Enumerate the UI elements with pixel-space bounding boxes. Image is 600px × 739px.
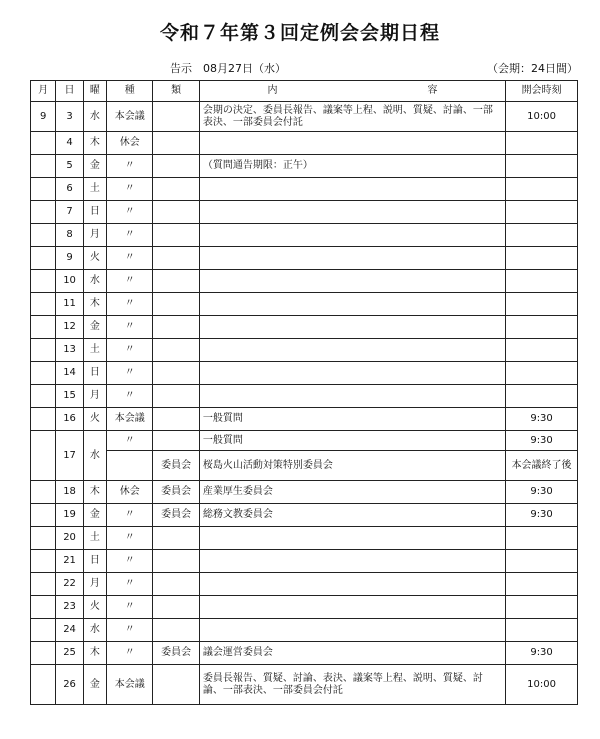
table-row bbox=[31, 132, 578, 155]
month-cell bbox=[31, 270, 56, 293]
table-header-row bbox=[31, 81, 578, 102]
type-cell: 〃 bbox=[107, 155, 153, 178]
day-cell: 17 bbox=[56, 431, 83, 481]
month-cell bbox=[31, 431, 56, 481]
time-cell: 9:30 bbox=[506, 408, 578, 431]
type-cell: 〃 bbox=[107, 431, 153, 451]
weekday-cell: 日 bbox=[83, 201, 106, 224]
type-cell: 〃 bbox=[107, 201, 153, 224]
month-cell bbox=[31, 504, 56, 527]
weekday-cell: 木 bbox=[83, 293, 106, 316]
day-cell: 23 bbox=[56, 596, 83, 619]
header-content bbox=[199, 81, 505, 102]
type-cell: 本会議 bbox=[107, 102, 153, 132]
kind-cell bbox=[153, 132, 199, 155]
content-cell: 産業厚生委員会 bbox=[199, 481, 505, 504]
kind-cell bbox=[153, 596, 199, 619]
table-row bbox=[31, 385, 578, 408]
header-time: 開会時刻 bbox=[506, 81, 578, 102]
type-cell: 本会議 bbox=[107, 665, 153, 705]
page-title: 令和７年第３回定例会会期日程 bbox=[159, 22, 440, 44]
type-cell: 〃 bbox=[107, 385, 153, 408]
kind-cell bbox=[153, 339, 199, 362]
time-cell bbox=[506, 293, 578, 316]
content-cell bbox=[199, 293, 505, 316]
day-cell: 18 bbox=[56, 481, 83, 504]
kind-cell bbox=[153, 573, 199, 596]
kind-cell: 委員会 bbox=[153, 481, 199, 504]
time-cell bbox=[506, 178, 578, 201]
kind-cell bbox=[153, 362, 199, 385]
table-row bbox=[31, 316, 578, 339]
weekday-cell: 水 bbox=[83, 619, 106, 642]
table-row bbox=[31, 573, 578, 596]
type-cell: 〃 bbox=[107, 527, 153, 550]
day-cell: 15 bbox=[56, 385, 83, 408]
kind-cell bbox=[153, 619, 199, 642]
table-row bbox=[31, 481, 578, 504]
month-cell bbox=[31, 339, 56, 362]
day-cell: 12 bbox=[56, 316, 83, 339]
kind-cell bbox=[153, 665, 199, 705]
type-cell: 〃 bbox=[107, 316, 153, 339]
month-cell bbox=[31, 132, 56, 155]
day-cell: 25 bbox=[56, 642, 83, 665]
kind-cell bbox=[153, 293, 199, 316]
day-cell: 4 bbox=[56, 132, 83, 155]
time-cell: 10:00 bbox=[506, 102, 578, 132]
weekday-cell: 土 bbox=[83, 178, 106, 201]
kind-cell bbox=[153, 155, 199, 178]
day-cell: 3 bbox=[56, 102, 83, 132]
header-content-b: 容 bbox=[427, 85, 438, 96]
day-cell: 26 bbox=[56, 665, 83, 705]
content-cell bbox=[199, 316, 505, 339]
month-cell bbox=[31, 293, 56, 316]
header-month: 月 bbox=[31, 81, 56, 102]
type-cell: 〃 bbox=[107, 362, 153, 385]
table-row bbox=[31, 293, 578, 316]
header-day: 日 bbox=[56, 81, 83, 102]
kind-cell: 委員会 bbox=[153, 451, 199, 481]
time-cell bbox=[506, 316, 578, 339]
time-cell bbox=[506, 270, 578, 293]
kind-cell: 委員会 bbox=[153, 642, 199, 665]
weekday-cell: 金 bbox=[83, 504, 106, 527]
content-cell bbox=[199, 224, 505, 247]
table-row bbox=[31, 527, 578, 550]
content-cell bbox=[199, 339, 505, 362]
schedule-body bbox=[31, 102, 578, 705]
day-cell: 10 bbox=[56, 270, 83, 293]
weekday-cell: 土 bbox=[83, 527, 106, 550]
month-cell bbox=[31, 316, 56, 339]
day-cell: 13 bbox=[56, 339, 83, 362]
kind-cell bbox=[153, 270, 199, 293]
session-length: （会期：24日間） bbox=[487, 62, 578, 75]
time-cell: 本会議終了後 bbox=[506, 451, 578, 481]
content-cell bbox=[199, 573, 505, 596]
type-cell: 〃 bbox=[107, 339, 153, 362]
month-cell bbox=[31, 201, 56, 224]
month-cell bbox=[31, 385, 56, 408]
weekday-cell: 火 bbox=[83, 596, 106, 619]
content-cell: （質問通告期限：正午） bbox=[199, 155, 505, 178]
weekday-cell: 日 bbox=[83, 362, 106, 385]
kind-cell bbox=[153, 224, 199, 247]
time-cell bbox=[506, 596, 578, 619]
table-row bbox=[31, 247, 578, 270]
kind-cell bbox=[153, 385, 199, 408]
time-cell bbox=[506, 155, 578, 178]
weekday-cell: 水 bbox=[83, 431, 106, 481]
table-row bbox=[31, 619, 578, 642]
kind-cell: 委員会 bbox=[153, 504, 199, 527]
content-cell bbox=[199, 132, 505, 155]
weekday-cell: 水 bbox=[83, 102, 106, 132]
month-cell bbox=[31, 573, 56, 596]
weekday-cell: 火 bbox=[83, 408, 106, 431]
table-row bbox=[31, 408, 578, 431]
type-cell: 〃 bbox=[107, 504, 153, 527]
time-cell bbox=[506, 132, 578, 155]
header-weekday: 曜 bbox=[83, 81, 106, 102]
content-cell bbox=[199, 385, 505, 408]
table-row bbox=[31, 155, 578, 178]
type-cell: 〃 bbox=[107, 642, 153, 665]
day-cell: 16 bbox=[56, 408, 83, 431]
time-cell bbox=[506, 573, 578, 596]
table-row bbox=[31, 451, 578, 481]
kind-cell bbox=[153, 178, 199, 201]
month-cell bbox=[31, 665, 56, 705]
table-row bbox=[31, 550, 578, 573]
month-cell bbox=[31, 527, 56, 550]
table-row bbox=[31, 178, 578, 201]
month-cell bbox=[31, 362, 56, 385]
type-cell: 休会 bbox=[107, 132, 153, 155]
time-cell bbox=[506, 339, 578, 362]
content-cell: 議会運営委員会 bbox=[199, 642, 505, 665]
day-cell: 24 bbox=[56, 619, 83, 642]
kind-cell bbox=[153, 550, 199, 573]
month-cell bbox=[31, 642, 56, 665]
month-cell bbox=[31, 481, 56, 504]
kind-cell bbox=[153, 201, 199, 224]
time-cell bbox=[506, 224, 578, 247]
day-cell: 14 bbox=[56, 362, 83, 385]
type-cell: 〃 bbox=[107, 619, 153, 642]
type-cell: 〃 bbox=[107, 550, 153, 573]
content-cell bbox=[199, 201, 505, 224]
day-cell: 11 bbox=[56, 293, 83, 316]
type-cell: 〃 bbox=[107, 178, 153, 201]
type-cell: 〃 bbox=[107, 293, 153, 316]
time-cell bbox=[506, 201, 578, 224]
type-cell: 〃 bbox=[107, 270, 153, 293]
header-kind: 類 bbox=[153, 81, 199, 102]
table-row bbox=[31, 642, 578, 665]
day-cell: 20 bbox=[56, 527, 83, 550]
weekday-cell: 金 bbox=[83, 665, 106, 705]
month-cell bbox=[31, 247, 56, 270]
table-row bbox=[31, 339, 578, 362]
content-cell bbox=[199, 596, 505, 619]
day-cell: 7 bbox=[56, 201, 83, 224]
table-row bbox=[31, 504, 578, 527]
type-cell bbox=[107, 451, 153, 481]
type-cell: 〃 bbox=[107, 224, 153, 247]
month-cell bbox=[31, 178, 56, 201]
weekday-cell: 金 bbox=[83, 155, 106, 178]
notice-date: 告示 08月27日（水） bbox=[170, 62, 286, 75]
content-cell: 一般質問 bbox=[199, 408, 505, 431]
time-cell: 10:00 bbox=[506, 665, 578, 705]
time-cell bbox=[506, 362, 578, 385]
content-cell bbox=[199, 247, 505, 270]
content-cell bbox=[199, 178, 505, 201]
month-cell: 9 bbox=[31, 102, 56, 132]
kind-cell bbox=[153, 316, 199, 339]
weekday-cell: 木 bbox=[83, 481, 106, 504]
weekday-cell: 月 bbox=[83, 385, 106, 408]
table-row bbox=[31, 362, 578, 385]
content-cell: 桜島火山活動対策特別委員会 bbox=[199, 451, 505, 481]
table-row bbox=[31, 665, 578, 705]
table-row bbox=[31, 596, 578, 619]
time-cell bbox=[506, 385, 578, 408]
kind-cell bbox=[153, 527, 199, 550]
content-cell bbox=[199, 527, 505, 550]
type-cell: 本会議 bbox=[107, 408, 153, 431]
weekday-cell: 木 bbox=[83, 132, 106, 155]
schedule-table bbox=[30, 80, 578, 705]
month-cell bbox=[31, 408, 56, 431]
month-cell bbox=[31, 596, 56, 619]
type-cell: 〃 bbox=[107, 596, 153, 619]
month-cell bbox=[31, 224, 56, 247]
content-cell: 会期の決定、委員長報告、議案等上程、説明、質疑、討論、一部表決、一部委員会付託 bbox=[199, 102, 505, 132]
day-cell: 5 bbox=[56, 155, 83, 178]
weekday-cell: 水 bbox=[83, 270, 106, 293]
header-content-a: 内 bbox=[267, 85, 278, 96]
type-cell: 〃 bbox=[107, 247, 153, 270]
content-cell bbox=[199, 362, 505, 385]
content-cell bbox=[199, 619, 505, 642]
month-cell bbox=[31, 550, 56, 573]
kind-cell bbox=[153, 102, 199, 132]
content-cell: 委員長報告、質疑、討論、表決、議案等上程、説明、質疑、討論、一部表決、一部委員会付託 bbox=[199, 665, 505, 705]
weekday-cell: 月 bbox=[83, 224, 106, 247]
day-cell: 9 bbox=[56, 247, 83, 270]
day-cell: 19 bbox=[56, 504, 83, 527]
day-cell: 8 bbox=[56, 224, 83, 247]
table-row bbox=[31, 102, 578, 132]
header-type: 種 bbox=[107, 81, 153, 102]
content-cell bbox=[199, 270, 505, 293]
weekday-cell: 金 bbox=[83, 316, 106, 339]
type-cell: 〃 bbox=[107, 573, 153, 596]
table-row bbox=[31, 201, 578, 224]
weekday-cell: 火 bbox=[83, 247, 106, 270]
table-row bbox=[31, 431, 578, 451]
type-cell: 休会 bbox=[107, 481, 153, 504]
time-cell bbox=[506, 527, 578, 550]
content-cell: 一般質問 bbox=[199, 431, 505, 451]
month-cell bbox=[31, 619, 56, 642]
kind-cell bbox=[153, 408, 199, 431]
weekday-cell: 月 bbox=[83, 573, 106, 596]
time-cell: 9:30 bbox=[506, 504, 578, 527]
kind-cell bbox=[153, 247, 199, 270]
weekday-cell: 日 bbox=[83, 550, 106, 573]
time-cell bbox=[506, 247, 578, 270]
time-cell: 9:30 bbox=[506, 642, 578, 665]
content-cell: 総務文教委員会 bbox=[199, 504, 505, 527]
time-cell: 9:30 bbox=[506, 431, 578, 451]
content-cell bbox=[199, 550, 505, 573]
time-cell bbox=[506, 550, 578, 573]
weekday-cell: 木 bbox=[83, 642, 106, 665]
day-cell: 6 bbox=[56, 178, 83, 201]
time-cell: 9:30 bbox=[506, 481, 578, 504]
table-row bbox=[31, 224, 578, 247]
kind-cell bbox=[153, 431, 199, 451]
time-cell bbox=[506, 619, 578, 642]
day-cell: 21 bbox=[56, 550, 83, 573]
day-cell: 22 bbox=[56, 573, 83, 596]
weekday-cell: 土 bbox=[83, 339, 106, 362]
table-row bbox=[31, 270, 578, 293]
month-cell bbox=[31, 155, 56, 178]
